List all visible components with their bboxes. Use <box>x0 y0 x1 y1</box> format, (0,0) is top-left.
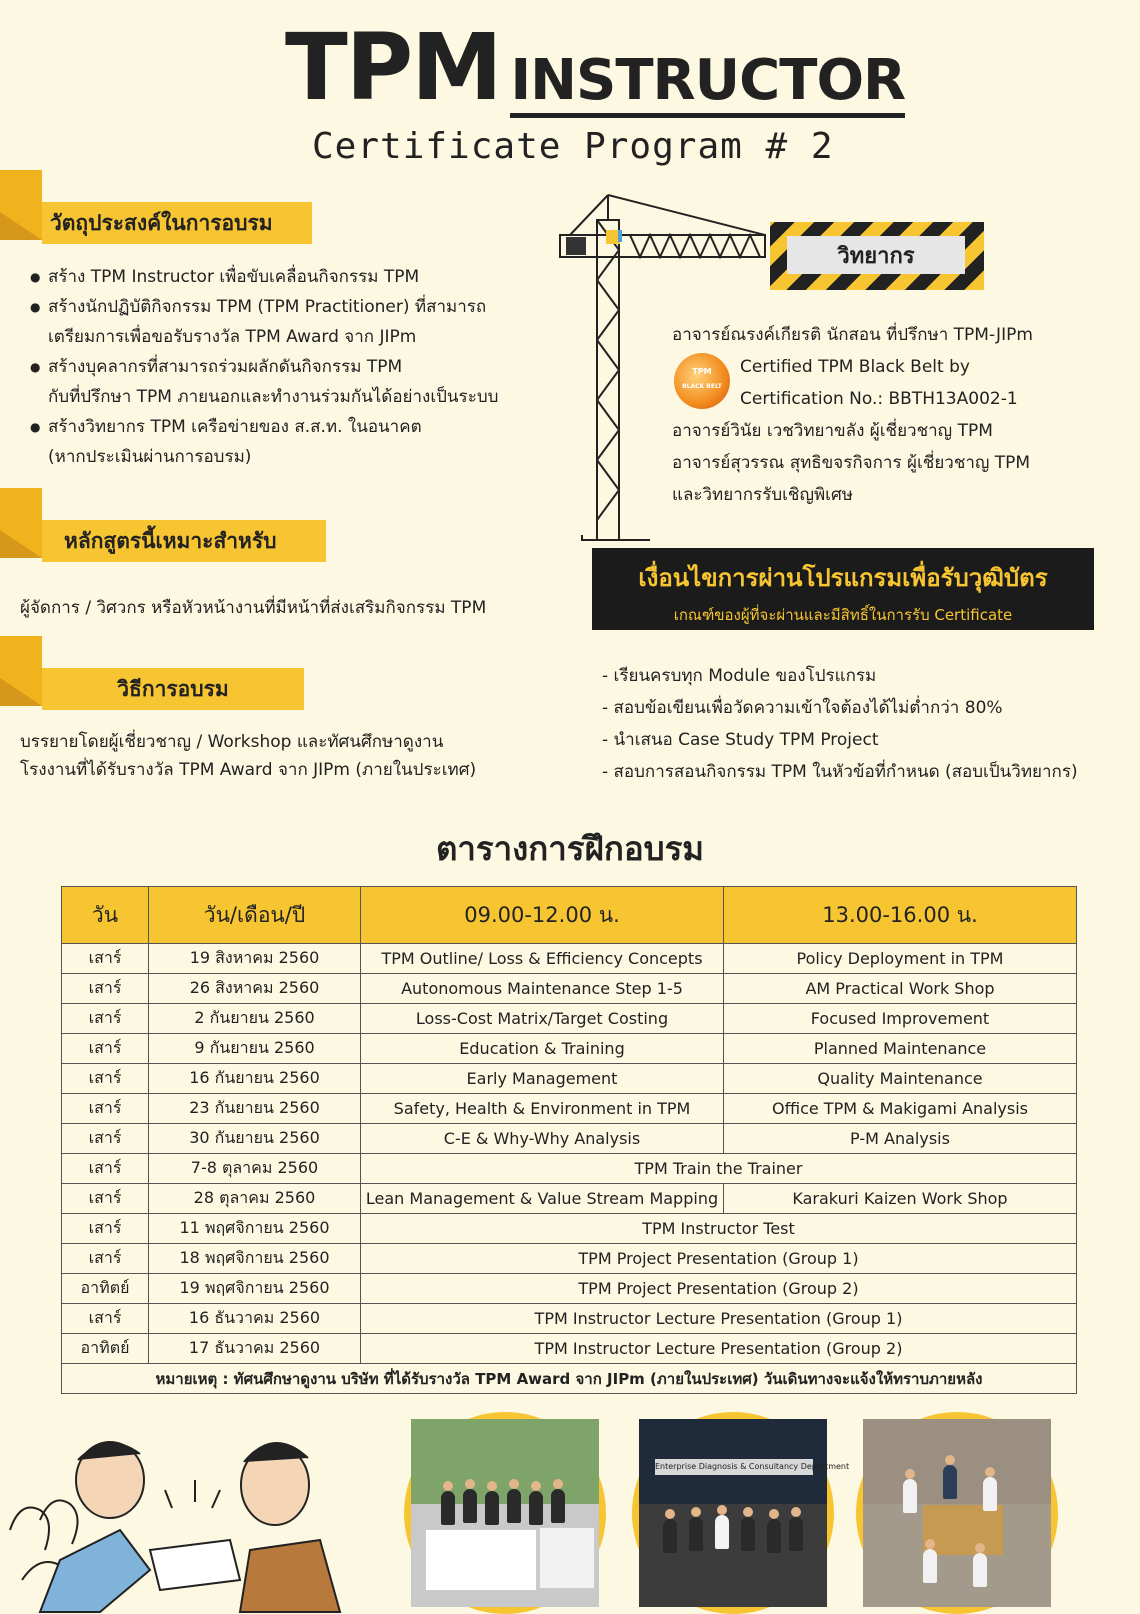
cell-date: 19 พฤศจิกายน 2560 <box>149 1274 361 1304</box>
schedule-header-row <box>62 887 1077 944</box>
method-text <box>20 728 476 784</box>
title-instructor: INSTRUCTOR <box>510 48 905 118</box>
black-belt-badge <box>674 353 730 409</box>
schedule-title: ตารางการฝึกอบรม <box>435 829 705 868</box>
table-row <box>62 1094 1077 1124</box>
list-item-text: สร้างนักปฏิบัติกิจกรรม TPM (TPM Practitioner) ที่สามารถ <box>48 297 487 317</box>
method-line: โรงงานที่ได้รับรางวัล TPM Award จาก JIPm (ภายในประเทศ) <box>20 760 477 780</box>
cell-day: อาทิตย์ <box>62 1274 149 1304</box>
list-item-continuation: เตรียมการเพื่อขอรับรางวัล TPM Award จาก JIPm <box>48 327 417 347</box>
list-item <box>30 352 500 382</box>
cell-morning: Loss-Cost Matrix/Target Costing <box>361 1004 724 1034</box>
cell-date: 26 สิงหาคม 2560 <box>149 974 361 1004</box>
objectives-list <box>30 262 500 472</box>
title-tpm: TPM <box>285 14 501 121</box>
cell-day: เสาร์ <box>62 1004 149 1034</box>
cell-morning: Safety, Health & Environment in TPM <box>361 1094 724 1124</box>
list-item-text: สร้างบุคลากรที่สามารถร่วมผลักดันกิจกรรม TPM <box>48 357 403 377</box>
cell-date: 30 กันยายน 2560 <box>149 1124 361 1154</box>
cell-afternoon: AM Practical Work Shop <box>724 974 1077 1004</box>
table-row <box>62 1184 1077 1214</box>
cell-afternoon: Focused Improvement <box>724 1004 1077 1034</box>
table-row <box>62 1034 1077 1064</box>
page-subtitle: Certificate Program # 2 <box>312 126 834 167</box>
page-title <box>285 14 906 121</box>
cell-afternoon: Policy Deployment in TPM <box>724 944 1077 974</box>
cell-date: 11 พฤศจิกายน 2560 <box>149 1214 361 1244</box>
cell-date: 18 พฤศจิกายน 2560 <box>149 1244 361 1274</box>
cartoon-certificate-handover <box>0 1420 340 1612</box>
cell-day: เสาร์ <box>62 974 149 1004</box>
schedule-body <box>62 944 1077 1394</box>
table-row <box>62 1124 1077 1154</box>
cell-morning: C-E & Why-Why Analysis <box>361 1124 724 1154</box>
cell-day: อาทิตย์ <box>62 1334 149 1364</box>
list-item <box>30 292 500 322</box>
schedule-note: หมายเหตุ : ทัศนศึกษาดูงาน บริษัท ที่ได้รับรางวัล TPM Award จาก JIPm (ภายในประเทศ) วันเดินทางจะแจ้งให้ทราบภายหลัง <box>62 1364 1077 1394</box>
table-row <box>62 1154 1077 1184</box>
cell-date: 23 กันยายน 2560 <box>149 1094 361 1124</box>
banner-fold-decoration <box>0 488 42 558</box>
list-item-continuation: (หากประเมินผ่านการอบรม) <box>48 447 252 467</box>
cell-date: 16 กันยายน 2560 <box>149 1064 361 1094</box>
cell-full-day: TPM Instructor Lecture Presentation (Group 2) <box>361 1334 1077 1364</box>
photo-team-thumbs-up <box>632 1412 850 1614</box>
instructor-line: อาจารย์ณรงค์เกียรติ นักสอน ที่ปรึกษา TPM-JIPm <box>672 325 1033 345</box>
audience-text: ผู้จัดการ / วิศวกร หรือหัวหน้างานที่มีหน้าที่ส่งเสริมกิจกรรม TPM <box>20 598 487 618</box>
photo-banner-text: Enterprise Diagnosis & Consultancy Department <box>655 1459 813 1475</box>
banner-fold-decoration <box>0 170 42 240</box>
cell-full-day: TPM Train the Trainer <box>361 1154 1077 1184</box>
cell-date: 17 ธันวาคม 2560 <box>149 1334 361 1364</box>
cell-day: เสาร์ <box>62 1034 149 1064</box>
condition-item: - เรียนครบทุก Module ของโปรแกรม <box>602 666 877 686</box>
cell-day: เสาร์ <box>62 1154 149 1184</box>
audience-heading <box>42 520 326 562</box>
method-heading <box>42 668 304 710</box>
cell-afternoon: P-M Analysis <box>724 1124 1077 1154</box>
objectives-heading <box>42 202 312 244</box>
cell-date: 2 กันยายน 2560 <box>149 1004 361 1034</box>
cell-date: 7-8 ตุลาคม 2560 <box>149 1154 361 1184</box>
badge-subtext: BLACK BELT <box>682 383 722 390</box>
photo-workshop <box>856 1412 1058 1614</box>
column-header-afternoon: 13.00-16.00 น. <box>724 887 1077 944</box>
table-row <box>62 1274 1077 1304</box>
badge-text: TPM <box>692 367 712 376</box>
column-header-morning: 09.00-12.00 น. <box>361 887 724 944</box>
cell-afternoon: Office TPM & Makigami Analysis <box>724 1094 1077 1124</box>
conditions-title: เงื่อนไขการผ่านโปรแกรมเพื่อรับวุฒิบัตร <box>638 564 1048 592</box>
cell-day: เสาร์ <box>62 1094 149 1124</box>
cell-morning: Autonomous Maintenance Step 1-5 <box>361 974 724 1004</box>
cell-day: เสาร์ <box>62 1244 149 1274</box>
condition-item: - สอบข้อเขียนเพื่อวัดความเข้าใจต้องได้ไม่ต่ำกว่า 80% <box>602 698 1003 718</box>
cell-day: เสาร์ <box>62 1304 149 1334</box>
table-row <box>62 1064 1077 1094</box>
table-note-row <box>62 1364 1077 1394</box>
cell-afternoon: Quality Maintenance <box>724 1064 1077 1094</box>
list-item-text: สร้าง TPM Instructor เพื่อขับเคลื่อนกิจกรรม TPM <box>48 267 420 287</box>
conditions-subtitle: เกณฑ์ของผู้ที่จะผ่านและมีสิทธิ์ในการรับ Certificate <box>673 606 1013 624</box>
cell-morning: Education & Training <box>361 1034 724 1064</box>
cell-morning: Early Management <box>361 1064 724 1094</box>
condition-item: - สอบการสอนกิจกรรม TPM ในหัวข้อที่กำหนด (สอบเป็นวิทยากร) <box>602 762 1078 782</box>
list-item-continuation: กับที่ปรึกษา TPM ภายนอกและทำงานร่วมกันได้อย่างเป็นระบบ <box>48 387 499 407</box>
photo-group-award <box>404 1412 606 1614</box>
banner-fold-decoration <box>0 636 42 706</box>
cell-date: 16 ธันวาคม 2560 <box>149 1304 361 1334</box>
column-header-day: วัน <box>62 887 149 944</box>
list-item-text: สร้างวิทยากร TPM เครือข่ายของ ส.ส.ท. ในอนาคต <box>48 417 422 437</box>
cell-morning: TPM Outline/ Loss & Efficiency Concepts <box>361 944 724 974</box>
table-row <box>62 1334 1077 1364</box>
cell-morning: Lean Management & Value Stream Mapping <box>361 1184 724 1214</box>
list-item <box>30 262 500 292</box>
condition-item: - นำเสนอ Case Study TPM Project <box>602 730 879 750</box>
method-heading-text: วิธีการอบรม <box>117 676 229 701</box>
objectives-heading-text: วัตถุประสงค์ในการอบรม <box>50 210 273 235</box>
audience-heading-text: หลักสูตรนี้เหมาะสำหรับ <box>64 528 277 553</box>
cell-date: 19 สิงหาคม 2560 <box>149 944 361 974</box>
table-row <box>62 1304 1077 1334</box>
cell-full-day: TPM Instructor Test <box>361 1214 1077 1244</box>
table-row <box>62 944 1077 974</box>
conditions-box <box>592 548 1094 630</box>
cell-day: เสาร์ <box>62 1214 149 1244</box>
cell-afternoon: Planned Maintenance <box>724 1034 1077 1064</box>
table-row <box>62 974 1077 1004</box>
method-line: บรรยายโดยผู้เชี่ยวชาญ / Workshop และทัศนศึกษาดูงาน <box>20 732 444 752</box>
instructors-heading: วิทยากร <box>787 236 965 274</box>
list-item <box>30 412 500 442</box>
column-header-date: วัน/เดือน/ปี <box>149 887 361 944</box>
instructor-line: Certified TPM Black Belt by <box>740 357 970 377</box>
instructor-line: อาจารย์วินัย เวชวิทยาขลัง ผู้เชี่ยวชาญ TPM <box>672 421 993 441</box>
cell-full-day: TPM Project Presentation (Group 2) <box>361 1274 1077 1304</box>
cell-day: เสาร์ <box>62 1064 149 1094</box>
cell-date: 28 ตุลาคม 2560 <box>149 1184 361 1214</box>
instructor-line: Certification No.: BBTH13A002-1 <box>740 389 1018 409</box>
table-row <box>62 1214 1077 1244</box>
instructor-line: และวิทยากรรับเชิญพิเศษ <box>672 485 853 505</box>
cell-full-day: TPM Instructor Lecture Presentation (Group 1) <box>361 1304 1077 1334</box>
cell-full-day: TPM Project Presentation (Group 1) <box>361 1244 1077 1274</box>
cell-afternoon: Karakuri Kaizen Work Shop <box>724 1184 1077 1214</box>
instructor-line: อาจารย์สุวรรณ สุทธิขจรกิจการ ผู้เชี่ยวชาญ TPM <box>672 453 1031 473</box>
cell-day: เสาร์ <box>62 1184 149 1214</box>
table-row <box>62 1004 1077 1034</box>
table-row <box>62 1244 1077 1274</box>
cell-day: เสาร์ <box>62 944 149 974</box>
cell-day: เสาร์ <box>62 1124 149 1154</box>
schedule-table <box>61 886 1077 1394</box>
cell-date: 9 กันยายน 2560 <box>149 1034 361 1064</box>
